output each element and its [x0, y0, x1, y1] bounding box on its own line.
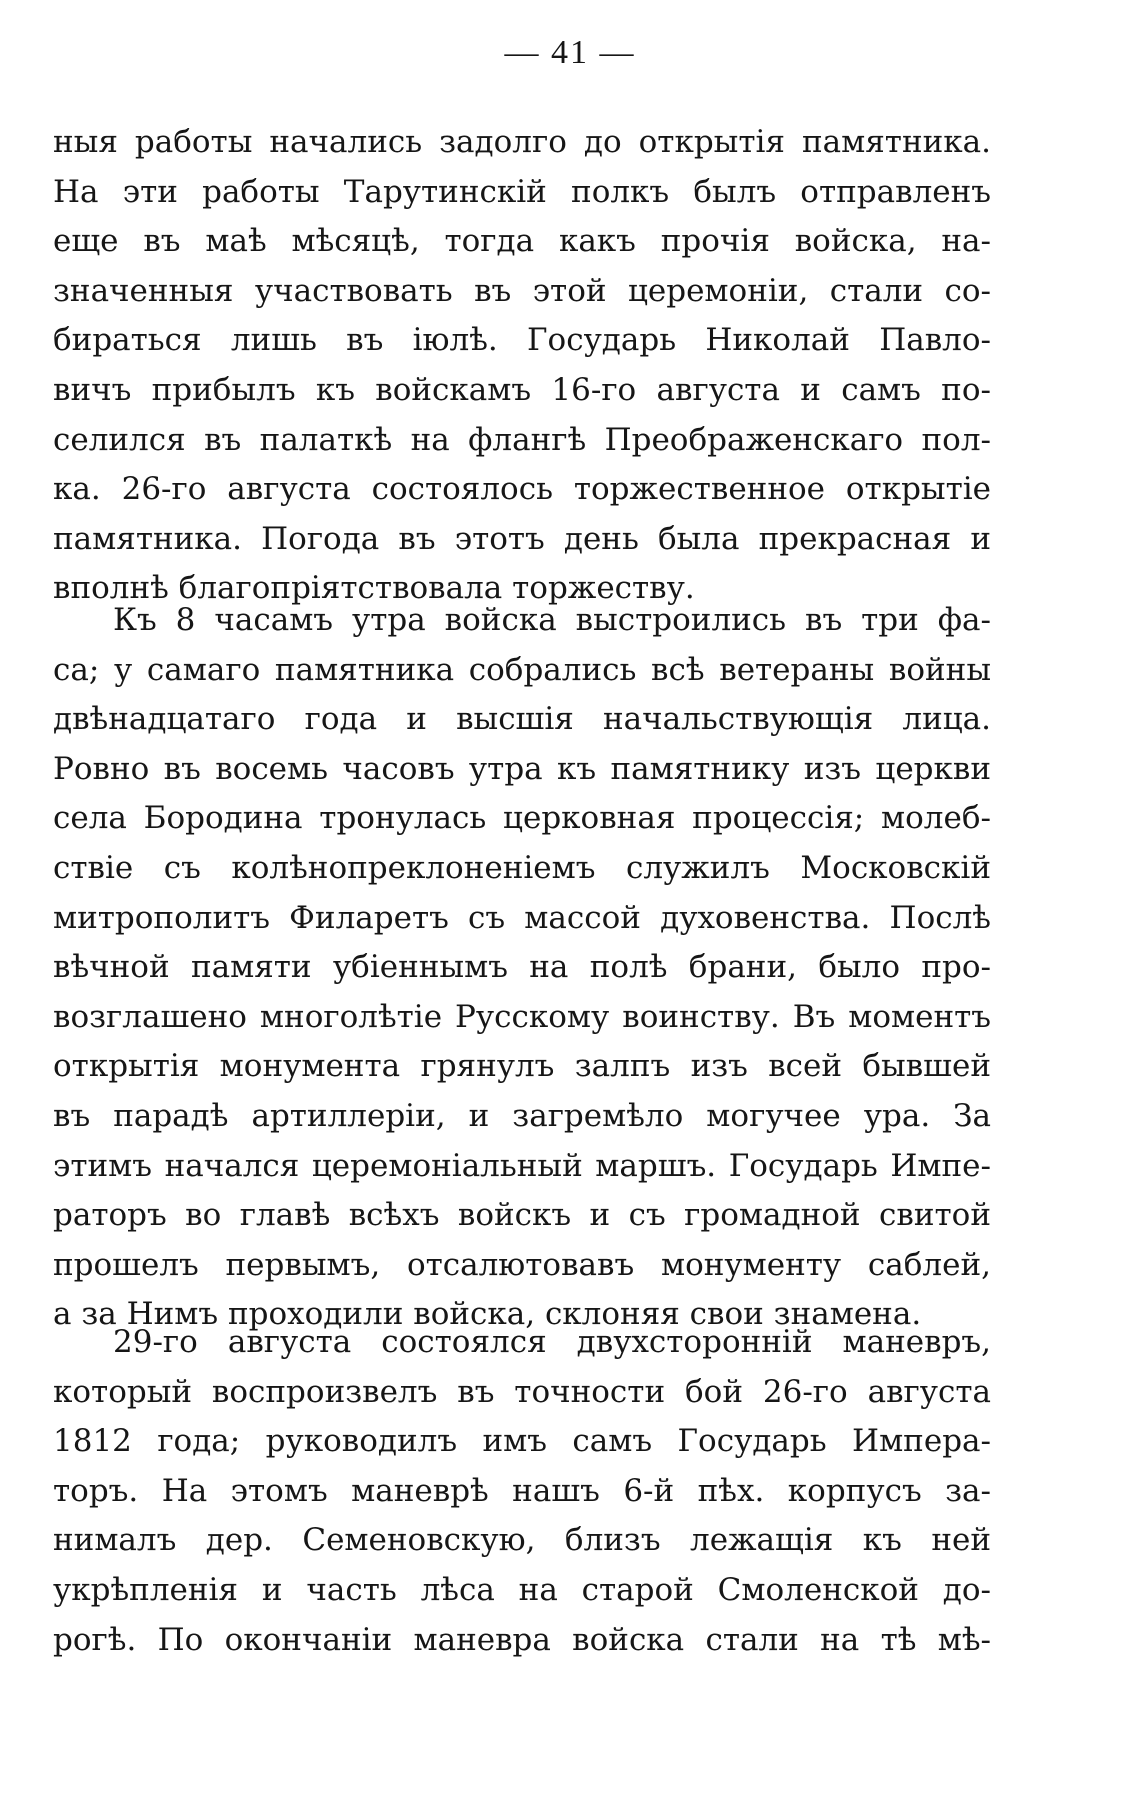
text-line: бираться лишь въ іюлѣ. Государь Николай Павло- — [53, 322, 991, 359]
text-line: ныя работы начались задолго до открытія памятника. — [53, 124, 991, 160]
paragraph-3 — [53, 1318, 991, 1665]
text-line: прошелъ первымъ, отсалютовавъ монументу саблей, — [53, 1246, 991, 1283]
text-line: еще въ маѣ мѣсяцѣ, тогда какъ прочія войска, на- — [53, 223, 991, 260]
text-line: который воспроизвелъ въ точности бой 26-го августа — [53, 1373, 991, 1410]
text-line: торъ. На этомъ маневрѣ нашъ 6-й пѣх. корпусъ за- — [53, 1472, 991, 1509]
text-line: 1812 года; руководилъ имъ самъ Государь Импера- — [53, 1423, 991, 1460]
paragraph-2 — [53, 596, 991, 1340]
text-line: селился въ палаткѣ на флангѣ Преображенскаго пол- — [53, 421, 991, 458]
text-line: вполнѣ благопріятствовала торжеству. — [53, 570, 695, 607]
text-line: раторъ во главѣ всѣхъ войскъ и съ громадной свитой — [53, 1197, 991, 1234]
text-line: са; у самаго памятника собрались всѣ ветераны войны — [53, 651, 991, 688]
text-line: Къ 8 часамъ утра войска выстроились въ три фа- — [113, 602, 991, 638]
text-line: 29-го августа состоялся двухсторонній маневръ, — [113, 1324, 991, 1360]
text-line: вичъ прибылъ къ войскамъ 16-го августа и самъ по- — [53, 371, 991, 408]
text-line: рогѣ. По окончаніи маневра войска стали на тѣ мѣ- — [53, 1621, 991, 1658]
text-line: нималъ дер. Семеновскую, близъ лежащія къ ней — [53, 1522, 991, 1559]
text-line: возглашено многолѣтіе Русскому воинству. Въ моментъ — [53, 998, 991, 1035]
text-line: Ровно въ восемь часовъ утра къ памятнику изъ церкви — [53, 750, 991, 787]
page-number: — 41 — — [504, 34, 636, 71]
text-line: памятника. Погода въ этотъ день была прекрасная и — [53, 520, 991, 557]
text-line: значенныя участвовать въ этой церемоніи, стали со- — [53, 272, 991, 309]
text-line: этимъ начался церемоніальный маршъ. Государь Импе- — [53, 1147, 991, 1184]
text-line: ствіе съ колѣнопреклоненіемъ служилъ Московскій — [53, 849, 991, 886]
text-line: На эти работы Тарутинскій полкъ былъ отправленъ — [53, 173, 991, 210]
text-line: открытія монумента грянулъ залпъ изъ всей бывшей — [53, 1048, 991, 1085]
text-line: укрѣпленія и часть лѣса на старой Смоленской до- — [53, 1571, 991, 1608]
text-line: ка. 26-го августа состоялось торжественное открытіе — [53, 471, 991, 508]
text-line: двѣнадцатаго года и высшія начальствующія лица. — [53, 701, 991, 738]
text-line: вѣчной памяти убіеннымъ на полѣ брани, было про- — [53, 949, 991, 986]
text-line: митрополитъ Филаретъ съ массой духовенства. Послѣ — [53, 899, 991, 936]
paragraph-1 — [53, 118, 991, 614]
text-line: въ парадѣ артиллеріи, и загремѣло могучее ура. За — [53, 1097, 991, 1134]
text-line: села Бородина тронулась церковная процессія; молеб- — [53, 800, 991, 837]
text-line: а за Нимъ проходили войска, склоняя свои знамена. — [53, 1296, 922, 1333]
